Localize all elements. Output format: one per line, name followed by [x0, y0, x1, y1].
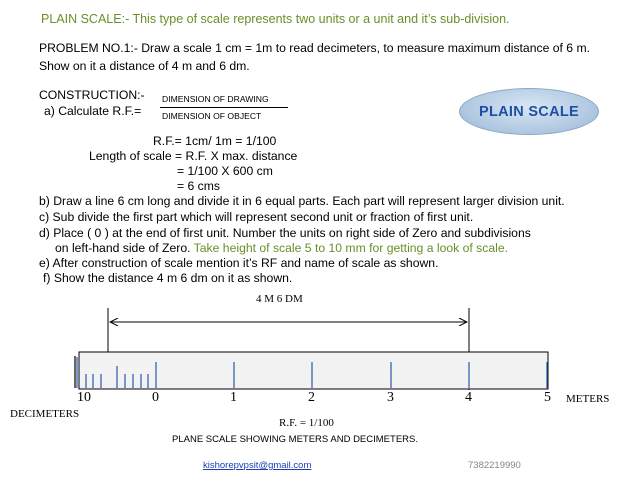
step-d-tip: Take height of scale 5 to 10 mm for getting a look of scale.: [193, 241, 509, 255]
scale-number-2: 2: [308, 390, 315, 405]
step-a-label: a) Calculate R.F.=: [44, 104, 142, 118]
scale-number-5: 5: [544, 390, 551, 405]
page-header: PLAIN SCALE:- This type of scale represents two units or a unit and it’s sub-division.: [41, 12, 510, 26]
meters-label: METERS: [566, 393, 610, 405]
length-formula: Length of scale = R.F. X max. distance: [89, 149, 298, 163]
scale-number-1: 1: [230, 390, 237, 405]
rf-label: R.F. = 1/100: [279, 417, 334, 429]
fraction-numerator: DIMENSION OF DRAWING: [162, 94, 269, 104]
phone-number: 7382219990: [468, 460, 521, 471]
scale-rectangle: [79, 352, 548, 389]
scale-caption: PLANE SCALE SHOWING METERS AND DECIMETERS.: [172, 434, 418, 445]
step-d-line-1: d) Place ( 0 ) at the end of first unit. Number the units on right side of Zero and subdivisions: [39, 226, 531, 240]
step-f: f) Show the distance 4 m 6 dm on it as shown.: [43, 271, 293, 285]
email-link[interactable]: kishorepvpsit@gmail.com: [203, 460, 312, 471]
step-e: e) After construction of scale mention it’s RF and name of scale as shown.: [39, 256, 439, 270]
step-c: c) Sub divide the first part which will represent second unit or fraction of first unit.: [39, 210, 474, 224]
decimeters-label: DECIMETERS: [10, 408, 80, 420]
scale-number-4: 4: [465, 390, 472, 405]
calc-line-1: = 1/100 X 600 cm: [177, 164, 273, 178]
rf-calculation: R.F.= 1cm/ 1m = 1/100: [153, 134, 277, 148]
problem-line-1: PROBLEM NO.1:- Draw a scale 1 cm = 1m to read decimeters, to measure maximum distance of 6 m.: [39, 41, 590, 55]
calc-line-2: = 6 cms: [177, 179, 221, 193]
scale-number-3: 3: [387, 390, 394, 405]
scale-number-10: 10: [77, 390, 91, 405]
scale-number-0: 0: [152, 390, 159, 405]
construction-heading: CONSTRUCTION:-: [39, 88, 145, 102]
dimension-label: 4 M 6 DM: [256, 293, 303, 305]
fraction-denominator: DIMENSION OF OBJECT: [162, 111, 262, 121]
step-d-text: on left-hand side of Zero.: [55, 241, 191, 255]
badge-label: PLAIN SCALE: [479, 103, 579, 120]
problem-line-2: Show on it a distance of 4 m and 6 dm.: [39, 59, 250, 73]
step-b: b) Draw a line 6 cm long and divide it in 6 equal parts. Each part will represent larger division unit.: [39, 194, 565, 208]
